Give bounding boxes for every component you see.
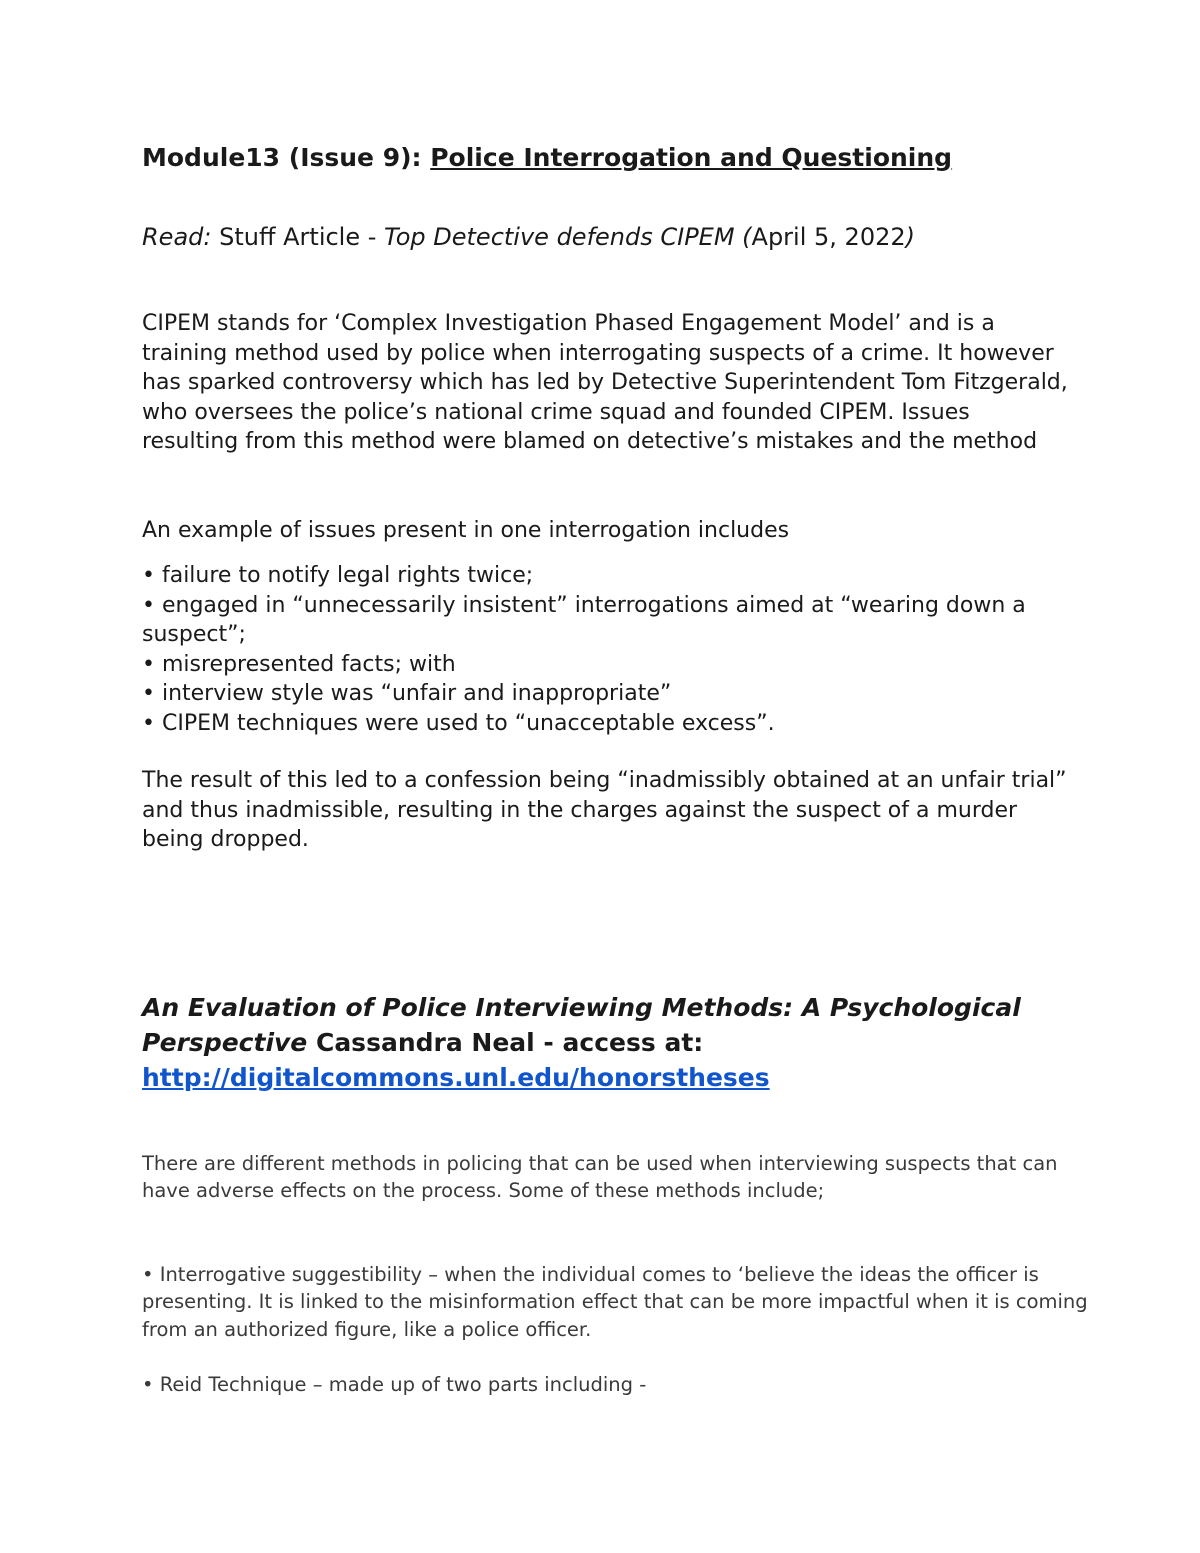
module-title-prefix: Module13 (Issue 9): <box>142 143 431 172</box>
methods-intro-paragraph: There are different methods in policing that can be used when interviewing suspects that can have adverse effects on the process. Some of these methods include; <box>142 1152 1058 1203</box>
digitalcommons-link[interactable]: http://digitalcommons.unl.edu/honorstheses <box>142 1063 770 1092</box>
suggestibility-bullet: • Interrogative suggestibility – when the individual comes to ‘believe the ideas the officer is presenting. It is linked to the misinformation effect that can be more impactful when it is coming from an authorized figure, like a police officer. <box>142 1263 1088 1341</box>
module-title-topic: Police Interrogation and Questioning <box>430 143 953 172</box>
example-intro-paragraph: An example of issues present in one interrogation includes <box>142 518 790 543</box>
article-close-paren: ) <box>905 223 915 251</box>
read-source: Stuff Article - <box>211 223 385 251</box>
evaluation-author: Cassandra Neal - access at: <box>307 1028 704 1057</box>
cipem-intro-paragraph: CIPEM stands for ‘Complex Investigation Phased Engagement Model’ and is a training method used by police when interrogating suspects of a crime. It however has sparked controversy which has led by Detective Superintendent Tom Fitzgerald, who oversees the police’s national crime squad and founded CIPEM. Issues resulting from this method were blamed on detective’s mistakes and the method <box>142 311 1068 455</box>
article-date: April 5, 2022 <box>751 223 906 251</box>
list-item: • interview style was “unfair and inappropriate” <box>142 681 672 707</box>
article-title: Top Detective defends CIPEM ( <box>384 223 752 251</box>
list-item: • misrepresented facts; with <box>142 651 456 677</box>
read-label: Read: <box>142 223 212 251</box>
list-item: • failure to notify legal rights twice; <box>142 563 534 588</box>
reid-technique-bullet: • Reid Technique – made up of two parts including - <box>142 1373 647 1396</box>
read-line <box>142 220 915 254</box>
evaluation-title: An Evaluation of Police Interviewing Methods: A Psychological Perspective <box>142 993 1021 1057</box>
issues-list <box>142 561 1072 739</box>
list-item: • CIPEM techniques were used to “unacceptable excess”. <box>142 710 775 736</box>
result-paragraph: The result of this led to a confession being “inadmissibly obtained at an unfair trial” and thus inadmissible, resulting in the charges against the suspect of a murder being dropped. <box>142 768 1067 853</box>
list-item: • engaged in “unnecessarily insistent” interrogations aimed at “wearing down a suspect”; <box>142 592 1026 648</box>
module-title <box>142 140 952 176</box>
evaluation-heading <box>142 990 1082 1095</box>
